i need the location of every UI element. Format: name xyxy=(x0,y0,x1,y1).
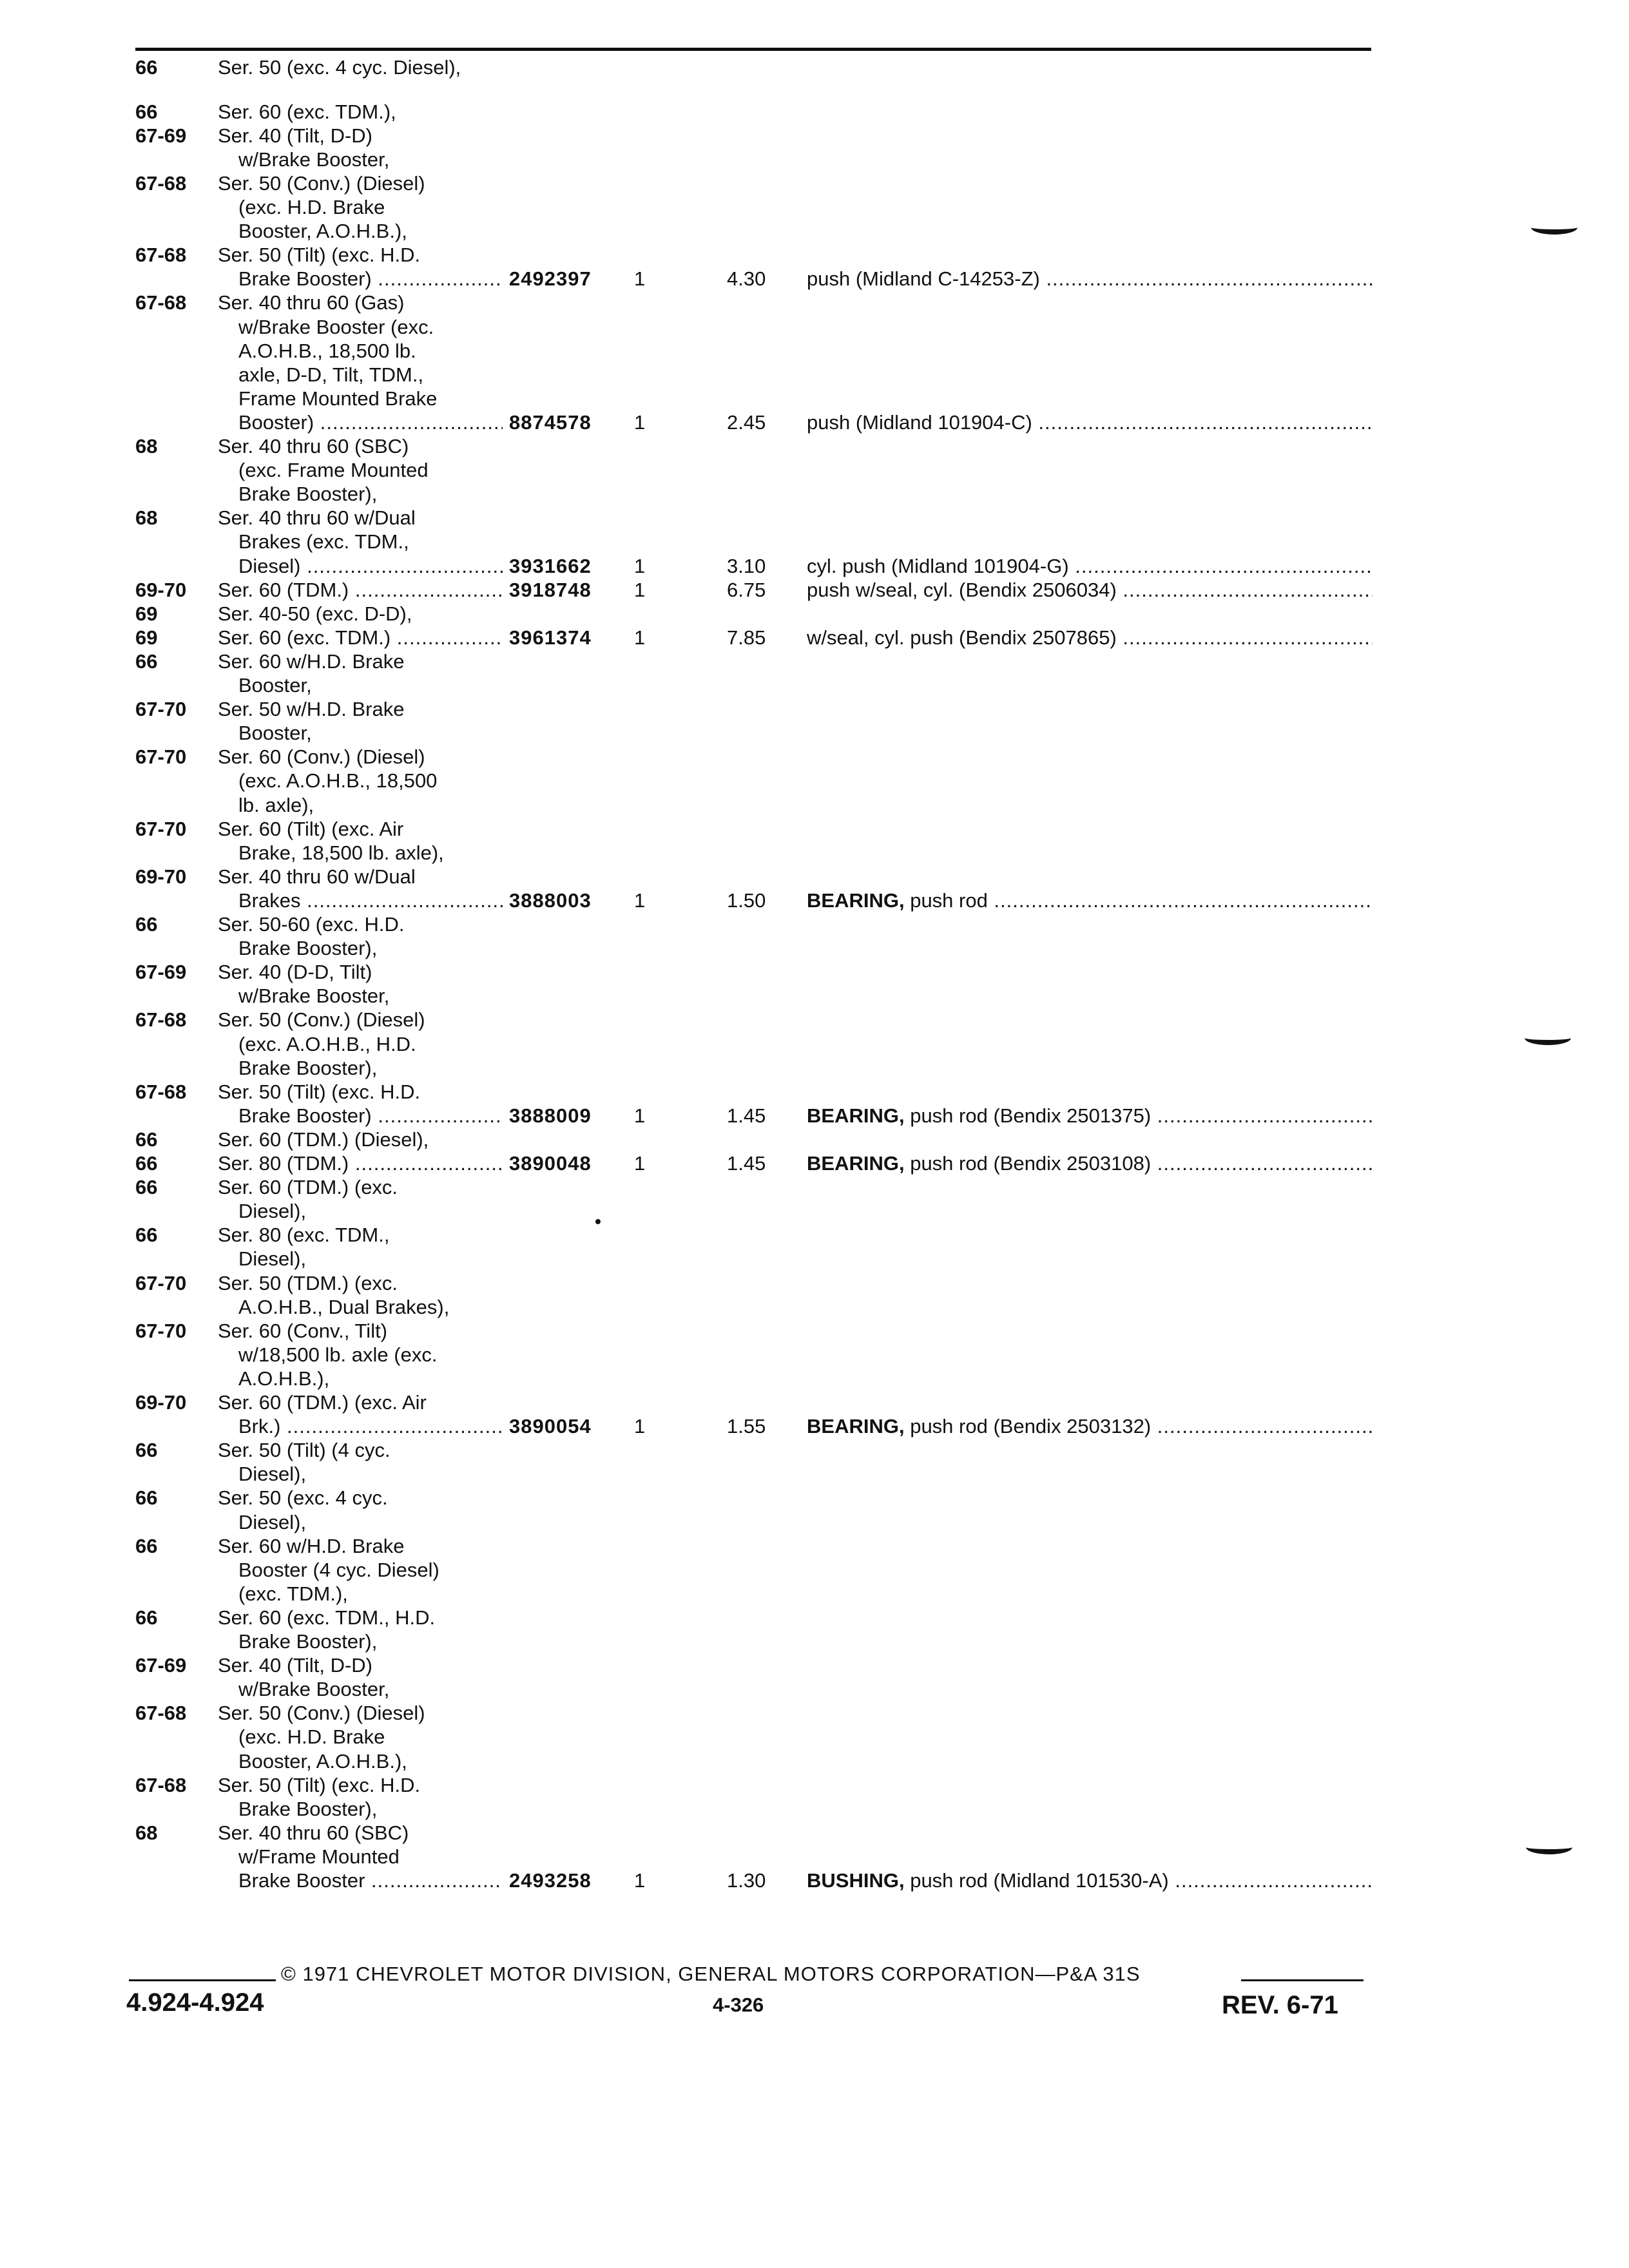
application-text: Ser. 60 (TDM.) (exc. Air xyxy=(218,1391,427,1414)
quantity: 1 xyxy=(634,554,646,577)
model-year: 66 xyxy=(135,1606,158,1629)
footer-rule-left xyxy=(129,1979,276,1981)
application-text: Ser. 40 (D-D, Tilt) xyxy=(218,961,372,984)
application-text: Ser. 60 w/H.D. Brake xyxy=(218,649,405,673)
part-number: 3961374 xyxy=(509,626,592,649)
description-text: w/seal, cyl. push (Bendix 2507865) xyxy=(807,626,1117,649)
part-number: 3888003 xyxy=(509,889,592,912)
description-text: push w/seal, cyl. (Bendix 2506034) xyxy=(807,578,1117,601)
application-text: Ser. 40 thru 60 w/Dual xyxy=(218,506,416,530)
part-description xyxy=(807,1414,1373,1439)
application-text: (exc. A.O.H.B., 18,500 xyxy=(238,769,438,793)
application-text: Ser. 60 (exc. TDM.), xyxy=(218,100,396,123)
description-text: push (Midland C-14253-Z) xyxy=(807,267,1040,291)
price: 7.85 xyxy=(727,626,766,649)
model-year: 67-68 xyxy=(135,1080,187,1103)
part-name: BEARING, xyxy=(807,1415,905,1438)
footer-rule-right xyxy=(1241,1979,1364,1981)
application-text: (exc. TDM.), xyxy=(238,1582,348,1605)
application-text: Diesel), xyxy=(238,1510,307,1533)
application-text: w/Brake Booster, xyxy=(238,985,390,1008)
model-year: 67-69 xyxy=(135,124,187,147)
model-year: 66 xyxy=(135,1224,158,1247)
application-text: Ser. 40 thru 60 w/Dual xyxy=(218,865,416,888)
model-year: 67-68 xyxy=(135,291,187,314)
footer-revision: REV. 6-71 xyxy=(1222,1991,1338,2019)
application-text: Diesel), xyxy=(238,1247,307,1271)
model-year: 69-70 xyxy=(135,578,187,601)
price: 3.10 xyxy=(727,554,766,577)
application-text: Brake Booster ..... xyxy=(238,1869,503,1893)
application-text: w/Brake Booster, xyxy=(238,1678,390,1701)
part-description xyxy=(807,889,1373,913)
price: 6.75 xyxy=(727,578,766,601)
quantity: 1 xyxy=(634,1869,646,1892)
model-year: 67-70 xyxy=(135,745,187,769)
quantity: 1 xyxy=(634,889,646,912)
application-text: Ser. 60 (exc. TDM.) ..... xyxy=(218,626,503,650)
application-text: Ser. 60 (Tilt) (exc. Air xyxy=(218,817,404,840)
price: 1.30 xyxy=(727,1869,766,1892)
model-year: 66 xyxy=(135,1439,158,1462)
application-text: Ser. 60 (Conv., Tilt) xyxy=(218,1319,388,1342)
scan-mark xyxy=(1526,1840,1572,1854)
application-text: Ser. 50 (Conv.) (Diesel) xyxy=(218,1008,425,1032)
application-text: Brake Booster) ..... xyxy=(238,1104,503,1128)
quantity: 1 xyxy=(634,1152,646,1175)
model-year: 66 xyxy=(135,1486,158,1510)
model-year: 67-68 xyxy=(135,1773,187,1796)
top-rule xyxy=(135,48,1371,51)
application-text: Ser. 80 (TDM.) ..... xyxy=(218,1151,503,1176)
application-text: (exc. H.D. Brake xyxy=(238,196,385,219)
part-name: BEARING, xyxy=(807,1152,905,1175)
application-text: Booster, xyxy=(238,722,312,745)
application-text: Booster (4 cyc. Diesel) xyxy=(238,1558,439,1581)
quantity: 1 xyxy=(634,267,646,291)
application-text: w/18,500 lb. axle (exc. xyxy=(238,1343,438,1366)
application-text: Frame Mounted Brake xyxy=(238,387,438,410)
application-text: Ser. 60 w/H.D. Brake xyxy=(218,1534,405,1557)
model-year: 69 xyxy=(135,626,158,649)
application-text: Ser. 60 (exc. TDM., H.D. xyxy=(218,1606,436,1629)
description-text: cyl. push (Midland 101904-G) xyxy=(807,554,1069,577)
part-number: 3890048 xyxy=(509,1152,592,1175)
description-text: push rod (Bendix 2501375) xyxy=(910,1104,1152,1127)
part-number: 3888009 xyxy=(509,1104,592,1127)
model-year: 67-70 xyxy=(135,1319,187,1342)
application-text: A.O.H.B., 18,500 lb. xyxy=(238,339,416,362)
application-text: Ser. 40 thru 60 (Gas) xyxy=(218,291,405,314)
application-text: w/Frame Mounted xyxy=(238,1845,400,1868)
quantity: 1 xyxy=(634,1415,646,1438)
part-number: 3931662 xyxy=(509,554,592,577)
part-number: 2493258 xyxy=(509,1869,592,1892)
application-text: lb. axle), xyxy=(238,793,314,816)
application-text: w/Brake Booster (exc. xyxy=(238,315,434,338)
application-text: Booster, A.O.H.B.), xyxy=(238,220,407,243)
application-text: Ser. 50 (Conv.) (Diesel) xyxy=(218,1702,425,1725)
part-description xyxy=(807,410,1373,435)
part-name: BUSHING, xyxy=(807,1869,905,1892)
application-text: Ser. 50 (TDM.) (exc. xyxy=(218,1271,398,1294)
application-text: Brake Booster), xyxy=(238,1630,378,1653)
application-text: Ser. 60 (TDM.) ..... xyxy=(218,578,503,602)
description-text: push (Midland 101904-C) xyxy=(807,410,1032,434)
model-year: 69 xyxy=(135,602,158,625)
application-text: Ser. 40 (Tilt, D-D) xyxy=(218,124,372,147)
application-text: Ser. 60 (TDM.) (Diesel), xyxy=(218,1128,429,1151)
price: 1.50 xyxy=(727,889,766,912)
description-text: push rod xyxy=(910,889,988,912)
model-year: 69-70 xyxy=(135,1391,187,1414)
model-year: 66 xyxy=(135,649,158,673)
model-year: 68 xyxy=(135,1821,158,1844)
price: 2.45 xyxy=(727,410,766,434)
model-year: 66 xyxy=(135,56,158,79)
part-description xyxy=(807,267,1373,291)
model-year: 67-68 xyxy=(135,1008,187,1032)
model-year: 66 xyxy=(135,1128,158,1151)
model-year: 67-70 xyxy=(135,817,187,840)
part-description xyxy=(807,1104,1373,1128)
price: 4.30 xyxy=(727,267,766,291)
model-year: 67-70 xyxy=(135,1271,187,1294)
application-text: Brake Booster), xyxy=(238,483,378,506)
footer-page-number: 4-326 xyxy=(713,1994,764,2016)
application-text: (exc. H.D. Brake xyxy=(238,1725,385,1749)
application-text: Brk.) ..... xyxy=(238,1414,503,1439)
part-description xyxy=(807,1151,1373,1176)
scan-speck xyxy=(595,1219,601,1224)
application-text: (exc. Frame Mounted xyxy=(238,459,429,482)
model-year: 67-68 xyxy=(135,1702,187,1725)
model-year: 66 xyxy=(135,1152,158,1175)
application-text: Ser. 50 (exc. 4 cyc. xyxy=(218,1486,388,1510)
part-description xyxy=(807,578,1373,602)
model-year: 66 xyxy=(135,913,158,936)
application-text: Ser. 40 (Tilt, D-D) xyxy=(218,1654,372,1677)
part-number: 2492397 xyxy=(509,267,592,291)
part-name: BEARING, xyxy=(807,1104,905,1127)
application-text: Ser. 50 (Tilt) (4 cyc. xyxy=(218,1439,390,1462)
part-description xyxy=(807,1869,1373,1893)
model-year: 67-68 xyxy=(135,171,187,195)
part-number: 3918748 xyxy=(509,578,592,601)
application-text: w/Brake Booster, xyxy=(238,148,390,171)
application-text: Ser. 40 thru 60 (SBC) xyxy=(218,435,409,458)
model-year: 69-70 xyxy=(135,865,187,888)
price: 1.45 xyxy=(727,1152,766,1175)
application-text: Diesel), xyxy=(238,1463,307,1486)
part-number: 8874578 xyxy=(509,410,592,434)
part-description xyxy=(807,554,1373,579)
application-text: Brake Booster), xyxy=(238,1056,378,1079)
application-text: Ser. 50 (Tilt) (exc. H.D. xyxy=(218,244,421,267)
application-text: Ser. 50 (Tilt) (exc. H.D. xyxy=(218,1773,421,1796)
model-year: 67-70 xyxy=(135,698,187,721)
application-text: Brake Booster), xyxy=(238,1797,378,1820)
application-text: Ser. 60 (Conv.) (Diesel) xyxy=(218,745,425,769)
application-text: Brake, 18,500 lb. axle), xyxy=(238,841,444,864)
application-text: Booster, A.O.H.B.), xyxy=(238,1749,407,1773)
application-text: Ser. 50 (Tilt) (exc. H.D. xyxy=(218,1080,421,1103)
model-year: 67-69 xyxy=(135,961,187,984)
price: 1.55 xyxy=(727,1415,766,1438)
application-text: Ser. 40-50 (exc. D-D), xyxy=(218,602,412,625)
model-year: 67-69 xyxy=(135,1654,187,1677)
scan-mark xyxy=(1531,220,1577,235)
application-text: (exc. A.O.H.B., H.D. xyxy=(238,1032,416,1055)
part-description xyxy=(807,626,1373,650)
model-year: 66 xyxy=(135,100,158,123)
application-text: Booster, xyxy=(238,674,312,697)
part-number: 3890054 xyxy=(509,1415,592,1438)
application-text: axle, D-D, Tilt, TDM., xyxy=(238,363,424,386)
application-text: Ser. 50 (exc. 4 cyc. Diesel), xyxy=(218,56,461,79)
price: 1.45 xyxy=(727,1104,766,1127)
application-text: Brakes ..... xyxy=(238,889,503,913)
application-text: Ser. 40 thru 60 (SBC) xyxy=(218,1821,409,1844)
application-text: Diesel), xyxy=(238,1200,307,1223)
application-text: Ser. 80 (exc. TDM., xyxy=(218,1224,390,1247)
model-year: 66 xyxy=(135,1534,158,1557)
part-name: BEARING, xyxy=(807,889,905,912)
model-year: 67-68 xyxy=(135,244,187,267)
footer-section: 4.924-4.924 xyxy=(126,1988,264,2017)
model-year: 68 xyxy=(135,506,158,530)
application-text: A.O.H.B., Dual Brakes), xyxy=(238,1295,450,1318)
scan-mark xyxy=(1525,1031,1571,1045)
application-text: Booster) ..... xyxy=(238,410,503,435)
quantity: 1 xyxy=(634,578,646,601)
description-text: push rod (Midland 101530-A) xyxy=(910,1869,1169,1892)
description-text: push rod (Bendix 2503132) xyxy=(910,1415,1152,1438)
application-text: Ser. 60 (TDM.) (exc. xyxy=(218,1176,398,1199)
application-text: Brake Booster) ..... xyxy=(238,267,503,291)
application-text: A.O.H.B.), xyxy=(238,1367,330,1390)
quantity: 1 xyxy=(634,410,646,434)
quantity: 1 xyxy=(634,626,646,649)
model-year: 68 xyxy=(135,435,158,458)
application-text: Brakes (exc. TDM., xyxy=(238,530,409,553)
footer-copyright: © 1971 CHEVROLET MOTOR DIVISION, GENERAL MOTORS CORPORATION—P&A 31S xyxy=(281,1963,1141,1985)
application-text: Brake Booster), xyxy=(238,937,378,960)
quantity: 1 xyxy=(634,1104,646,1127)
application-text: Ser. 50-60 (exc. H.D. xyxy=(218,913,405,936)
description-text: push rod (Bendix 2503108) xyxy=(910,1152,1152,1175)
application-text: Ser. 50 w/H.D. Brake xyxy=(218,698,405,721)
application-text: Diesel) ..... xyxy=(238,554,503,579)
application-text: Ser. 50 (Conv.) (Diesel) xyxy=(218,171,425,195)
model-year: 66 xyxy=(135,1176,158,1199)
